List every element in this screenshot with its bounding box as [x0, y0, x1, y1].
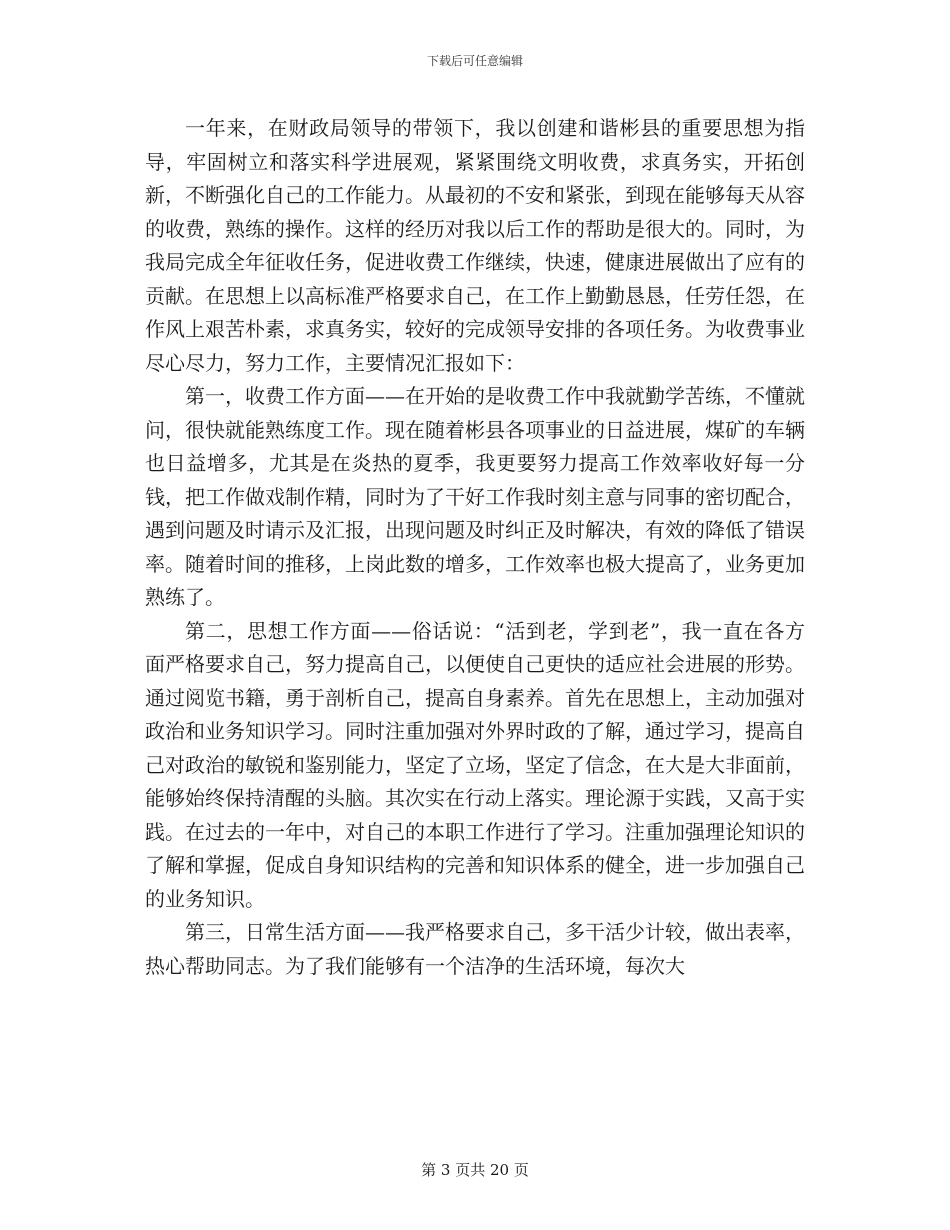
paragraph-third-daily-life: 第三，日常生活方面——我严格要求自己，多干活少计较，做出表率，热心帮助同志。为了我们能够有一个洁净的生活环境，每次大 — [145, 920, 805, 978]
page-number-footer: 第 3 页共 20 页 — [421, 1161, 529, 1179]
paragraph-intro: 一年来，在财政局领导的带领下，我以创建和谐彬县的重要思想为指导，牢固树立和落实科学进展观，紧紧围绕文明收费，求真务实，开拓创新，不断强化自己的工作能力。从最初的不安和紧张，到现在能够每天从容的收费，熟练的操作。这样的经历对我以后工作的帮助是很大的。同时，为我局完成全年征收任务，促进收费工作继续，快速，健康进展做出了应有的贡献。在思想上以高标准严格要求自己，在工作上勤勤恳恳，任劳任怨，在作风上艰苦朴素，求真务实，较好的完成领导安排的各项任务。为收费事业尽心尽力，努力工作，主要情况汇报如下： — [145, 116, 805, 375]
document-body — [145, 112, 805, 983]
paragraph-second-thought-work: 第二，思想工作方面——俗话说：“活到老，学到老”，我一直在各方面严格要求自己，努力提高自己，以便使自己更快的适应社会进展的形势。通过阅览书籍，勇于剖析自己，提高自身素养。首先在思想上，主动加强对政治和业务知识学习。同时注重加强对外界时政的了解，通过学习，提高自己对政治的敏锐和鉴别能力，坚定了立场，坚定了信念，在大是大非面前，能够始终保持清醒的头脑。其次实在行动上落实。理论源于实践，又高于实践。在过去的一年中，对自己的本职工作进行了学习。注重加强理论知识的了解和掌握，促成自身知识结构的完善和知识体系的健全，进一步加强自己的业务知识。 — [145, 618, 805, 911]
page-header-note: 下载后可任意编辑 — [426, 54, 523, 68]
paragraph-first-fee-work: 第一，收费工作方面——在开始的是收费工作中我就勤学苦练，不懂就问，很快就能熟练度工作。现在随着彬县各项事业的日益进展，煤矿的车辆也日益增多，尤其是在炎热的夏季，我更要努力提高工作效率收好每一分钱，把工作做戏制作精，同时为了干好工作我时刻主意与同事的密切配合，遇到问题及时请示及汇报，出现问题及时纠正及时解决，有效的降低了错误率。随着时间的推移，上岗此数的增多，工作效率也极大提高了，业务更加熟练了。 — [145, 384, 805, 609]
